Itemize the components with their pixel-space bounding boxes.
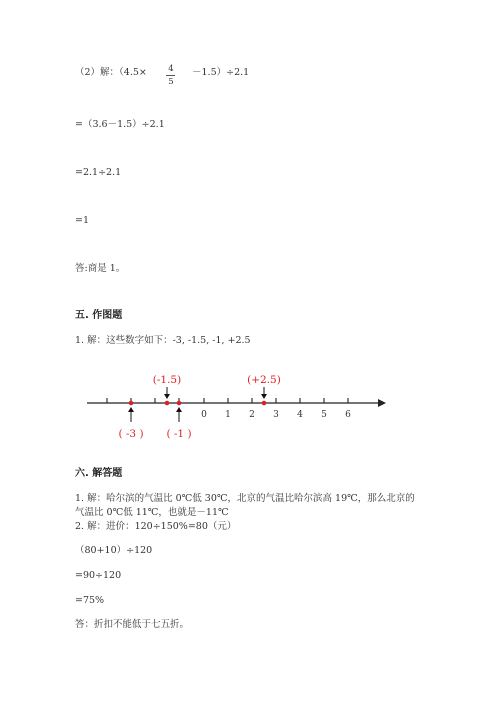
label-neg1: ( -1 ) [166, 428, 192, 440]
calc-line-3: =2.1÷2.1 [75, 167, 122, 178]
tick-label-0: 0 [201, 410, 207, 420]
point--1 [177, 401, 182, 406]
section-6-answer: 答：折扣不能低于七五折。 [75, 619, 190, 630]
calc-line-1-start: （2）解：（4.5× [75, 67, 147, 78]
section-6-title: 六. 解答题 [75, 468, 123, 479]
tick-label-6: 6 [345, 410, 351, 420]
fraction-denominator: 5 [168, 77, 174, 87]
tick-label-3: 3 [273, 410, 279, 420]
label-neg3: ( -3 ) [118, 428, 144, 440]
section-5-item-1: 1. 解：这些数字如下：-3, -1.5, -1, +2.5 [75, 335, 251, 346]
point-+2.5 [262, 401, 267, 406]
section-5-title: 五. 作图题 [75, 310, 123, 321]
section-6-item-1-line-1: 1. 解：哈尔滨的气温比 0℃低 30℃，北京的气温比哈尔滨高 19℃，那么北京的 [75, 493, 415, 504]
tick-label-5: 5 [321, 410, 327, 420]
section-6-calc-1: （80+10）÷120 [75, 545, 153, 556]
tick-label-4: 4 [297, 410, 303, 420]
arrow-neg3-head [128, 407, 134, 412]
arrow-pos2_5-head [261, 394, 267, 399]
section-6-calc-2: =90÷120 [75, 570, 122, 581]
number-line-figure [0, 365, 500, 455]
section-6-calc-3: =75% [75, 595, 105, 606]
tick-label-2: 2 [249, 410, 255, 420]
point--3 [129, 401, 134, 406]
number-line-arrowhead [378, 399, 386, 407]
calc-line-4: =1 [75, 215, 90, 226]
tick-label-1: 1 [225, 410, 231, 420]
arrow-neg1-head [176, 407, 182, 412]
calc-line-1-end: －1.5）÷2.1 [192, 67, 250, 78]
label-neg1_5: (-1.5) [152, 374, 182, 386]
label-pos2_5: (+2.5) [247, 374, 281, 386]
fraction-bar [166, 75, 175, 76]
fraction-numerator: 4 [168, 64, 174, 74]
arrow-neg1_5-head [164, 394, 170, 399]
calc-line-1 [75, 66, 147, 80]
calc-answer: 答:商是 1。 [75, 263, 126, 274]
calc-line-2: =（3.6－1.5）÷2.1 [75, 119, 165, 130]
section-6-item-1-line-2: 气温比 0℃低 11℃，也就是－11℃ [75, 507, 229, 518]
section-6-item-2: 2. 解：进价：120÷150%=80（元） [75, 521, 237, 532]
number-line-ticks [107, 398, 348, 403]
point--1.5 [165, 401, 170, 406]
